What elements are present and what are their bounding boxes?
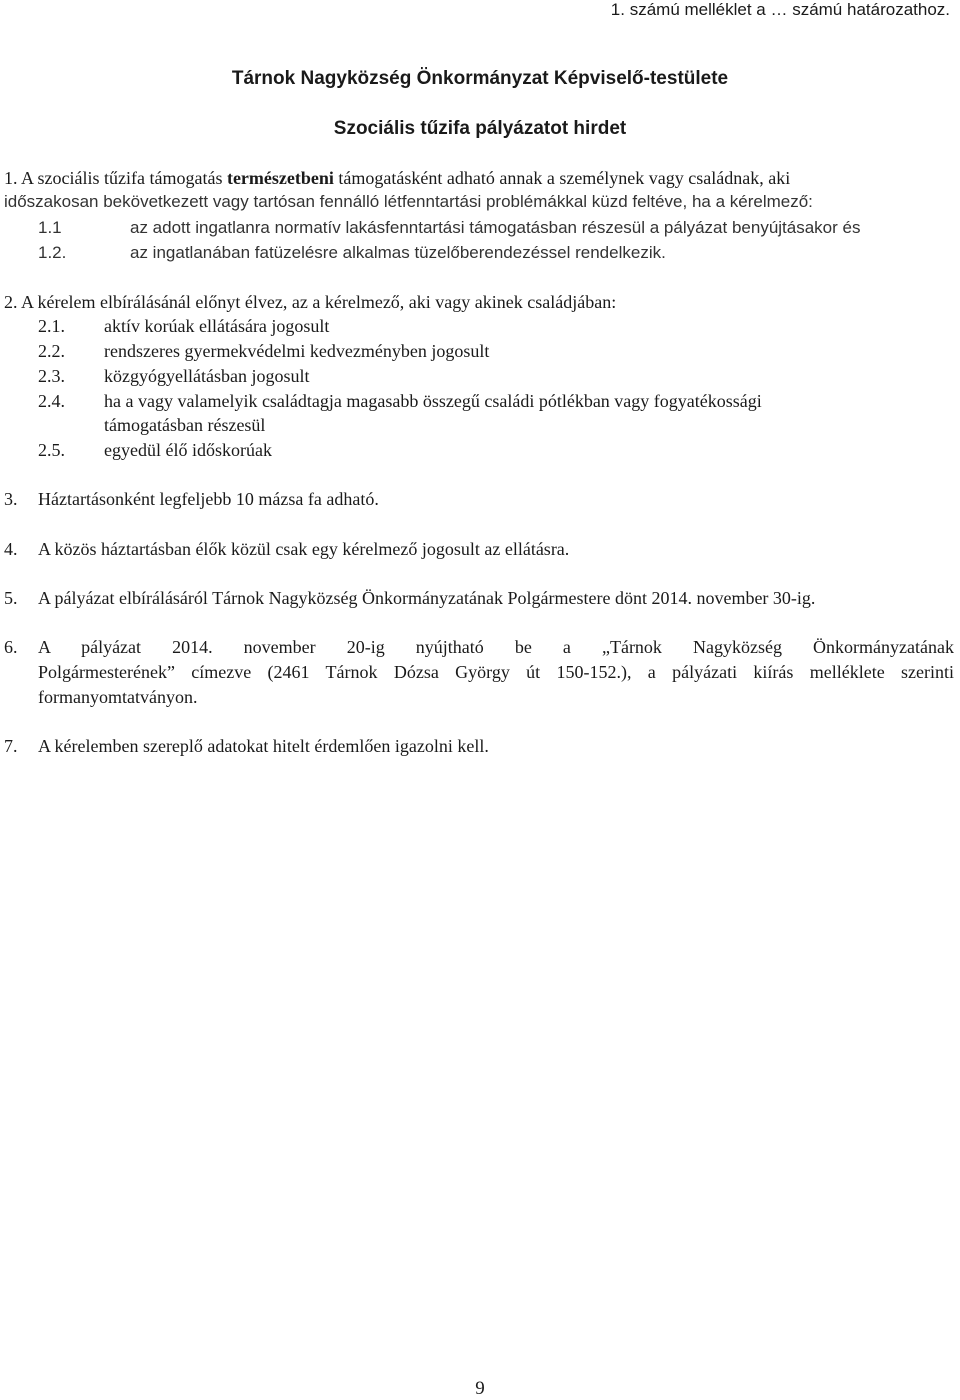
item-text: egyedül élő időskorúak — [104, 440, 272, 460]
section-number: 7. — [4, 736, 18, 756]
section-1-line-1 — [4, 166, 954, 190]
section-text: A közös háztartásban élők közül csak egy kérelmező jogosult az ellátásra. — [38, 539, 570, 559]
item-number: 1.1 — [38, 218, 62, 237]
section-number: 6. — [4, 637, 18, 657]
section-number: 3. — [4, 489, 18, 509]
page-number: 9 — [475, 1378, 485, 1399]
section-text: A kérelemben szereplő adatokat hitelt érdemlően igazolni kell. — [38, 736, 489, 756]
section-1-text-a: 1. A szociális tűzifa támogatás — [4, 168, 227, 188]
section-number: 5. — [4, 588, 18, 608]
item-text: ha a vagy valamelyik családtagja magasabb összegű családi pótlékban vagy fogyatékossági — [104, 391, 762, 411]
item-number: 2.5. — [38, 440, 65, 460]
item-text: közgyógyellátásban jogosult — [104, 366, 310, 386]
page-subtitle: Szociális tűzifa pályázatot hirdet — [333, 118, 627, 139]
item-number: 2.1. — [38, 316, 65, 336]
section-1-text-b: támogatásként adható annak a személynek vagy családnak, aki — [333, 168, 791, 188]
page-title: Tárnok Nagyközség Önkormányzat Képviselő-testülete — [231, 68, 729, 89]
section-text-continued: formanyomtatványon. — [38, 687, 198, 707]
item-number: 2.3. — [38, 366, 65, 386]
section-text-continued: Polgármesterének” címezve (2461 Tárnok Dózsa György út 150-152.), a pályázati kiírás melléklete szerinti — [38, 662, 954, 682]
section-text: Háztartásonként legfeljebb 10 mázsa fa adható. — [38, 489, 379, 509]
item-text-continued: támogatásban részesül — [104, 415, 266, 435]
item-text: rendszeres gyermekvédelmi kedvezményben jogosult — [104, 341, 490, 361]
section-1-line-2: időszakosan bekövetkezett vagy tartósan fennálló létfenntartási problémákkal küzd feltéve, ha a kérelmező: — [4, 192, 813, 211]
section-1-bold: természetbeni — [226, 168, 334, 188]
section-number: 4. — [4, 539, 18, 559]
item-text: aktív korúak ellátására jogosult — [104, 316, 330, 336]
item-text: az adott ingatlanra normatív lakásfenntartási támogatásban részesül a pályázat benyújtásakor és — [130, 218, 861, 237]
item-number: 2.2. — [38, 341, 65, 361]
item-number: 2.4. — [38, 391, 65, 411]
section-2-intro: 2. A kérelem elbírálásánál előnyt élvez, az a kérelmező, aki vagy akinek családjában: — [4, 292, 617, 312]
header-note: 1. számú melléklet a … számú határozathoz. — [610, 0, 950, 19]
section-text: A pályázat elbírálásáról Tárnok Nagyközség Önkormányzatának Polgármestere dönt 2014. november 30-ig. — [38, 588, 816, 608]
item-text: az ingatlanában fatüzelésre alkalmas tüzelőberendezéssel rendelkezik. — [130, 243, 666, 262]
item-number: 1.2. — [38, 243, 67, 262]
section-text: A pályázat 2014. november 20-ig nyújtható be a „Tárnok Nagyközség Önkormányzatának — [38, 637, 954, 657]
